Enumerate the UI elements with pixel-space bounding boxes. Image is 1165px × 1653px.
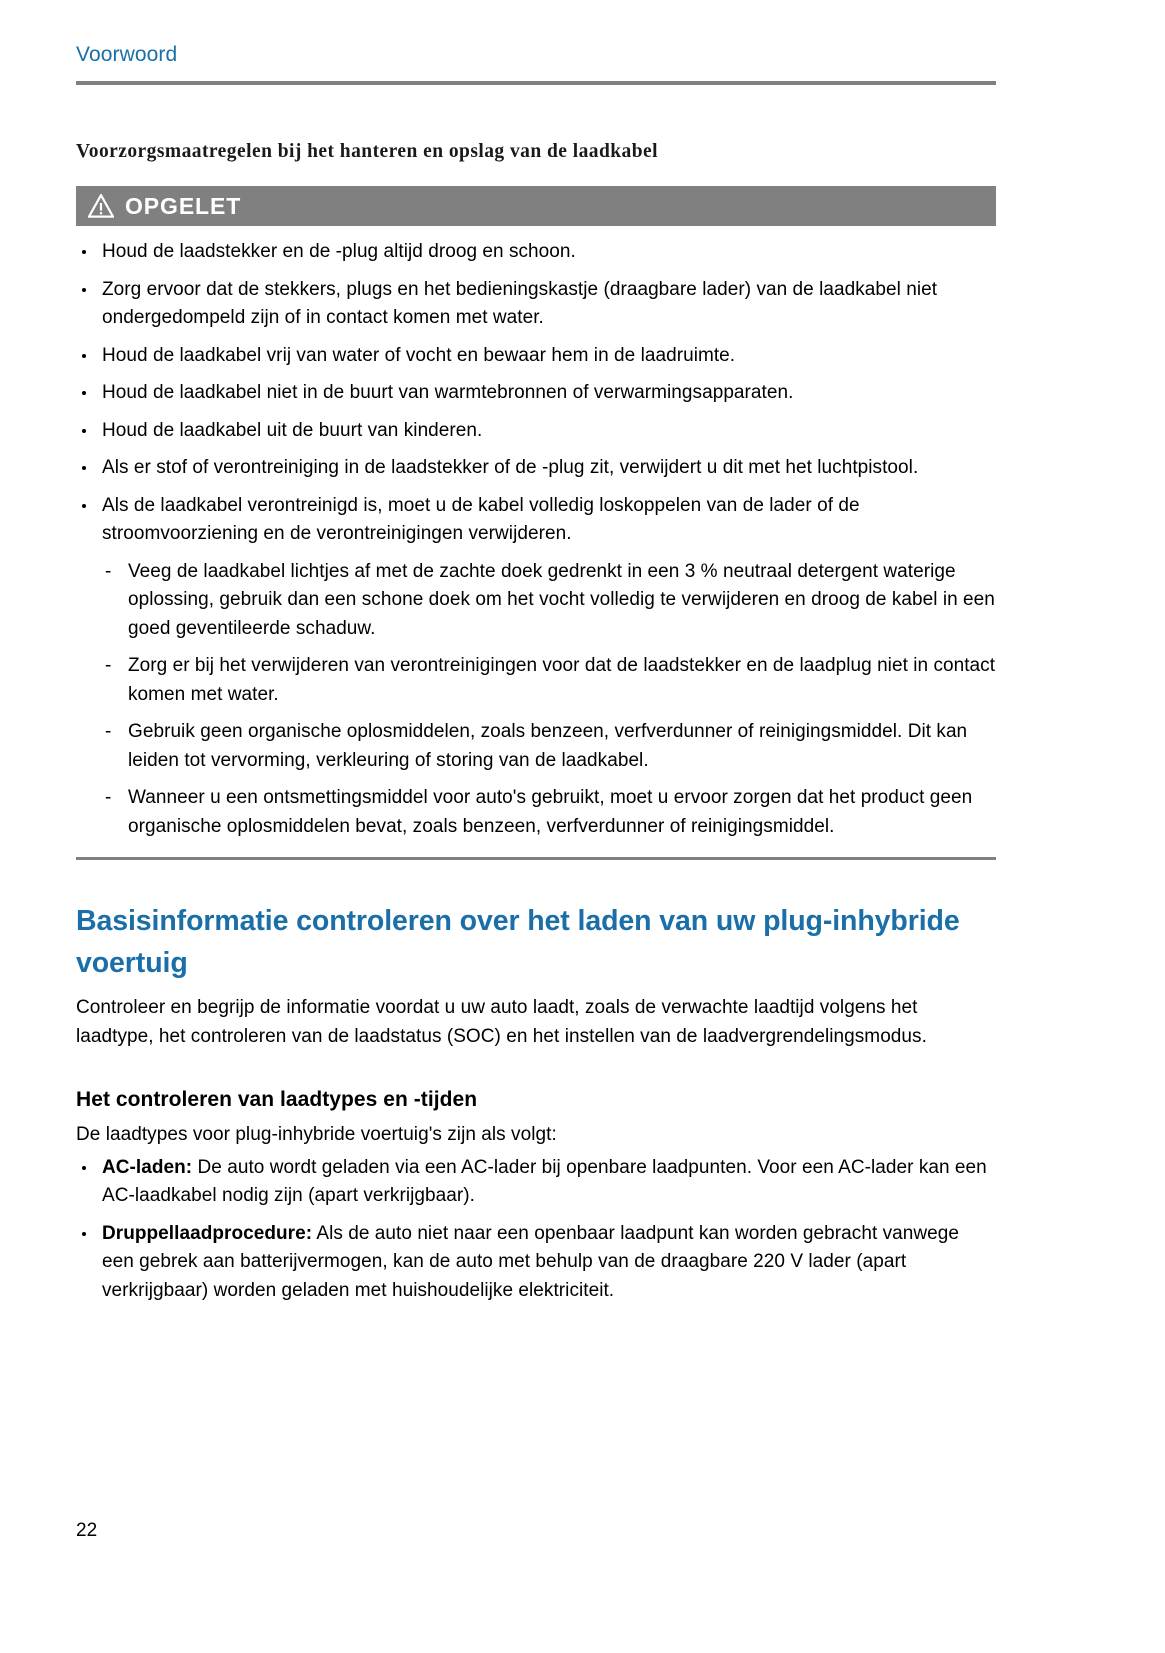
list-item bbox=[76, 379, 996, 408]
bullet-dot-icon bbox=[82, 504, 86, 508]
bullet-dot-icon bbox=[82, 250, 86, 254]
caution-block bbox=[76, 186, 996, 860]
bullet-dot-icon bbox=[82, 466, 86, 470]
caution-dash-list bbox=[102, 558, 996, 842]
charge-type-text: Als de auto niet naar een openbaar laadpunt kan worden gebracht vanwege een gebrek aan batterijvermogen, kan de auto met behulp van de draagbare 220 V lader (apart verkrijgbaar) worden geladen met huishoudelijke elektriciteit. bbox=[102, 1222, 960, 1301]
list-item-text: Houd de laadkabel uit de buurt van kinderen. bbox=[102, 419, 483, 441]
caution-bullet-list bbox=[76, 238, 996, 549]
list-item-text: Zorg er bij het verwijderen van verontreinigingen voor dat de laadstekker en de laadplug niet in contact komen met water. bbox=[128, 655, 996, 705]
intro-paragraph: Controleer en begrijp de informatie voordat u uw auto laadt, zoals de verwachte laadtijd volgens het laadtype, het controleren van de laadstatus (SOC) en het instellen van de laadvergrendelingsmodus. bbox=[76, 997, 927, 1047]
list-item-text: Veeg de laadkabel lichtjes af met de zachte doek gedrenkt in een 3 % neutraal detergent waterige oplossing, gebruik dan een schone doek om het vocht volledig te verwijderen en droog de kabel in een goed geventileerde schaduw. bbox=[128, 560, 995, 639]
section-title: Voorzorgsmaatregelen bij het hanteren en opslag van de laadkabel bbox=[76, 141, 659, 162]
caution-body bbox=[76, 226, 996, 841]
charge-type-text: De auto wordt geladen via een AC-lader bij openbare laadpunten. Voor een AC-lader kan een AC-laadkabel nodig zijn (apart verkrijgbaar). bbox=[102, 1156, 987, 1206]
dash-marker-icon: - bbox=[105, 787, 112, 808]
list-item bbox=[76, 342, 996, 371]
page-title: Basisinformatie controleren over het laden van uw plug-inhybride voertuig bbox=[76, 905, 960, 979]
list-item-text: Zorg ervoor dat de stekkers, plugs en het bedieningskastje (draagbare lader) van de laadkabel niet ondergedompeld zijn of in contact komen met water. bbox=[102, 278, 938, 328]
bullet-dot-icon bbox=[82, 1166, 86, 1170]
list-item bbox=[76, 1220, 996, 1306]
list-item bbox=[76, 417, 996, 446]
bullet-dot-icon bbox=[82, 288, 86, 292]
list-item-text: Als de laadkabel verontreinigd is, moet u de kabel volledig loskoppelen van de lader of de stroomvoorziening en de verontreinigingen verwijderen. bbox=[102, 494, 860, 544]
list-item bbox=[102, 718, 996, 775]
list-item bbox=[102, 652, 996, 709]
caution-label: OPGELET bbox=[125, 192, 242, 219]
list-item-text: Houd de laadstekker en de -plug altijd droog en schoon. bbox=[102, 241, 576, 262]
running-header-title: Voorwoord bbox=[76, 43, 178, 66]
bullet-dot-icon bbox=[82, 1232, 86, 1236]
page-content bbox=[76, 140, 996, 1314]
header-divider bbox=[76, 81, 996, 85]
sub-heading: Het controleren van laadtypes en -tijden bbox=[76, 1088, 478, 1111]
bullet-dot-icon bbox=[82, 429, 86, 433]
page-number: 22 bbox=[76, 1520, 98, 1541]
dash-marker-icon: - bbox=[105, 721, 112, 742]
list-item bbox=[102, 558, 996, 644]
sub-intro-paragraph: De laadtypes voor plug-inhybride voertuig's zijn als volgt: bbox=[76, 1124, 557, 1145]
list-item bbox=[76, 1154, 996, 1211]
warning-triangle-icon bbox=[88, 194, 114, 218]
list-item-text: Als er stof of verontreiniging in de laadstekker of de -plug zit, verwijdert u dit met het luchtpistool. bbox=[102, 457, 919, 478]
bullet-dot-icon bbox=[82, 354, 86, 358]
running-header bbox=[76, 42, 996, 85]
list-item bbox=[76, 276, 996, 333]
caution-header-bar bbox=[76, 186, 996, 226]
list-item-text: Houd de laadkabel vrij van water of vocht en bewaar hem in de laadruimte. bbox=[102, 344, 736, 366]
list-item-text: Houd de laadkabel niet in de buurt van warmtebronnen of verwarmingsapparaten. bbox=[102, 382, 794, 403]
bullet-dot-icon bbox=[82, 391, 86, 395]
list-item bbox=[76, 454, 996, 483]
dash-marker-icon: - bbox=[105, 655, 112, 676]
caution-sub-list-wrapper bbox=[102, 558, 996, 842]
charge-type-label: Druppellaadprocedure: bbox=[102, 1222, 313, 1244]
list-item bbox=[76, 238, 996, 267]
dash-marker-icon: - bbox=[105, 560, 112, 582]
list-item-text: Wanneer u een ontsmettingsmiddel voor auto's gebruikt, moet u ervoor zorgen dat het product geen organische oplosmiddelen bevat, zoals benzeen, verfverdunner of reinigingsmiddel. bbox=[128, 787, 973, 837]
list-item-text: Gebruik geen organische oplosmiddelen, zoals benzeen, verfverdunner of reinigingsmiddel. Dit kan leiden tot vervorming, verkleuring of storing van de laadkabel. bbox=[128, 721, 968, 771]
charge-types-list bbox=[76, 1154, 996, 1306]
list-item bbox=[76, 492, 996, 549]
charge-type-label: AC-laden: bbox=[102, 1156, 193, 1178]
caution-block-divider bbox=[76, 857, 996, 860]
list-item bbox=[102, 784, 996, 841]
